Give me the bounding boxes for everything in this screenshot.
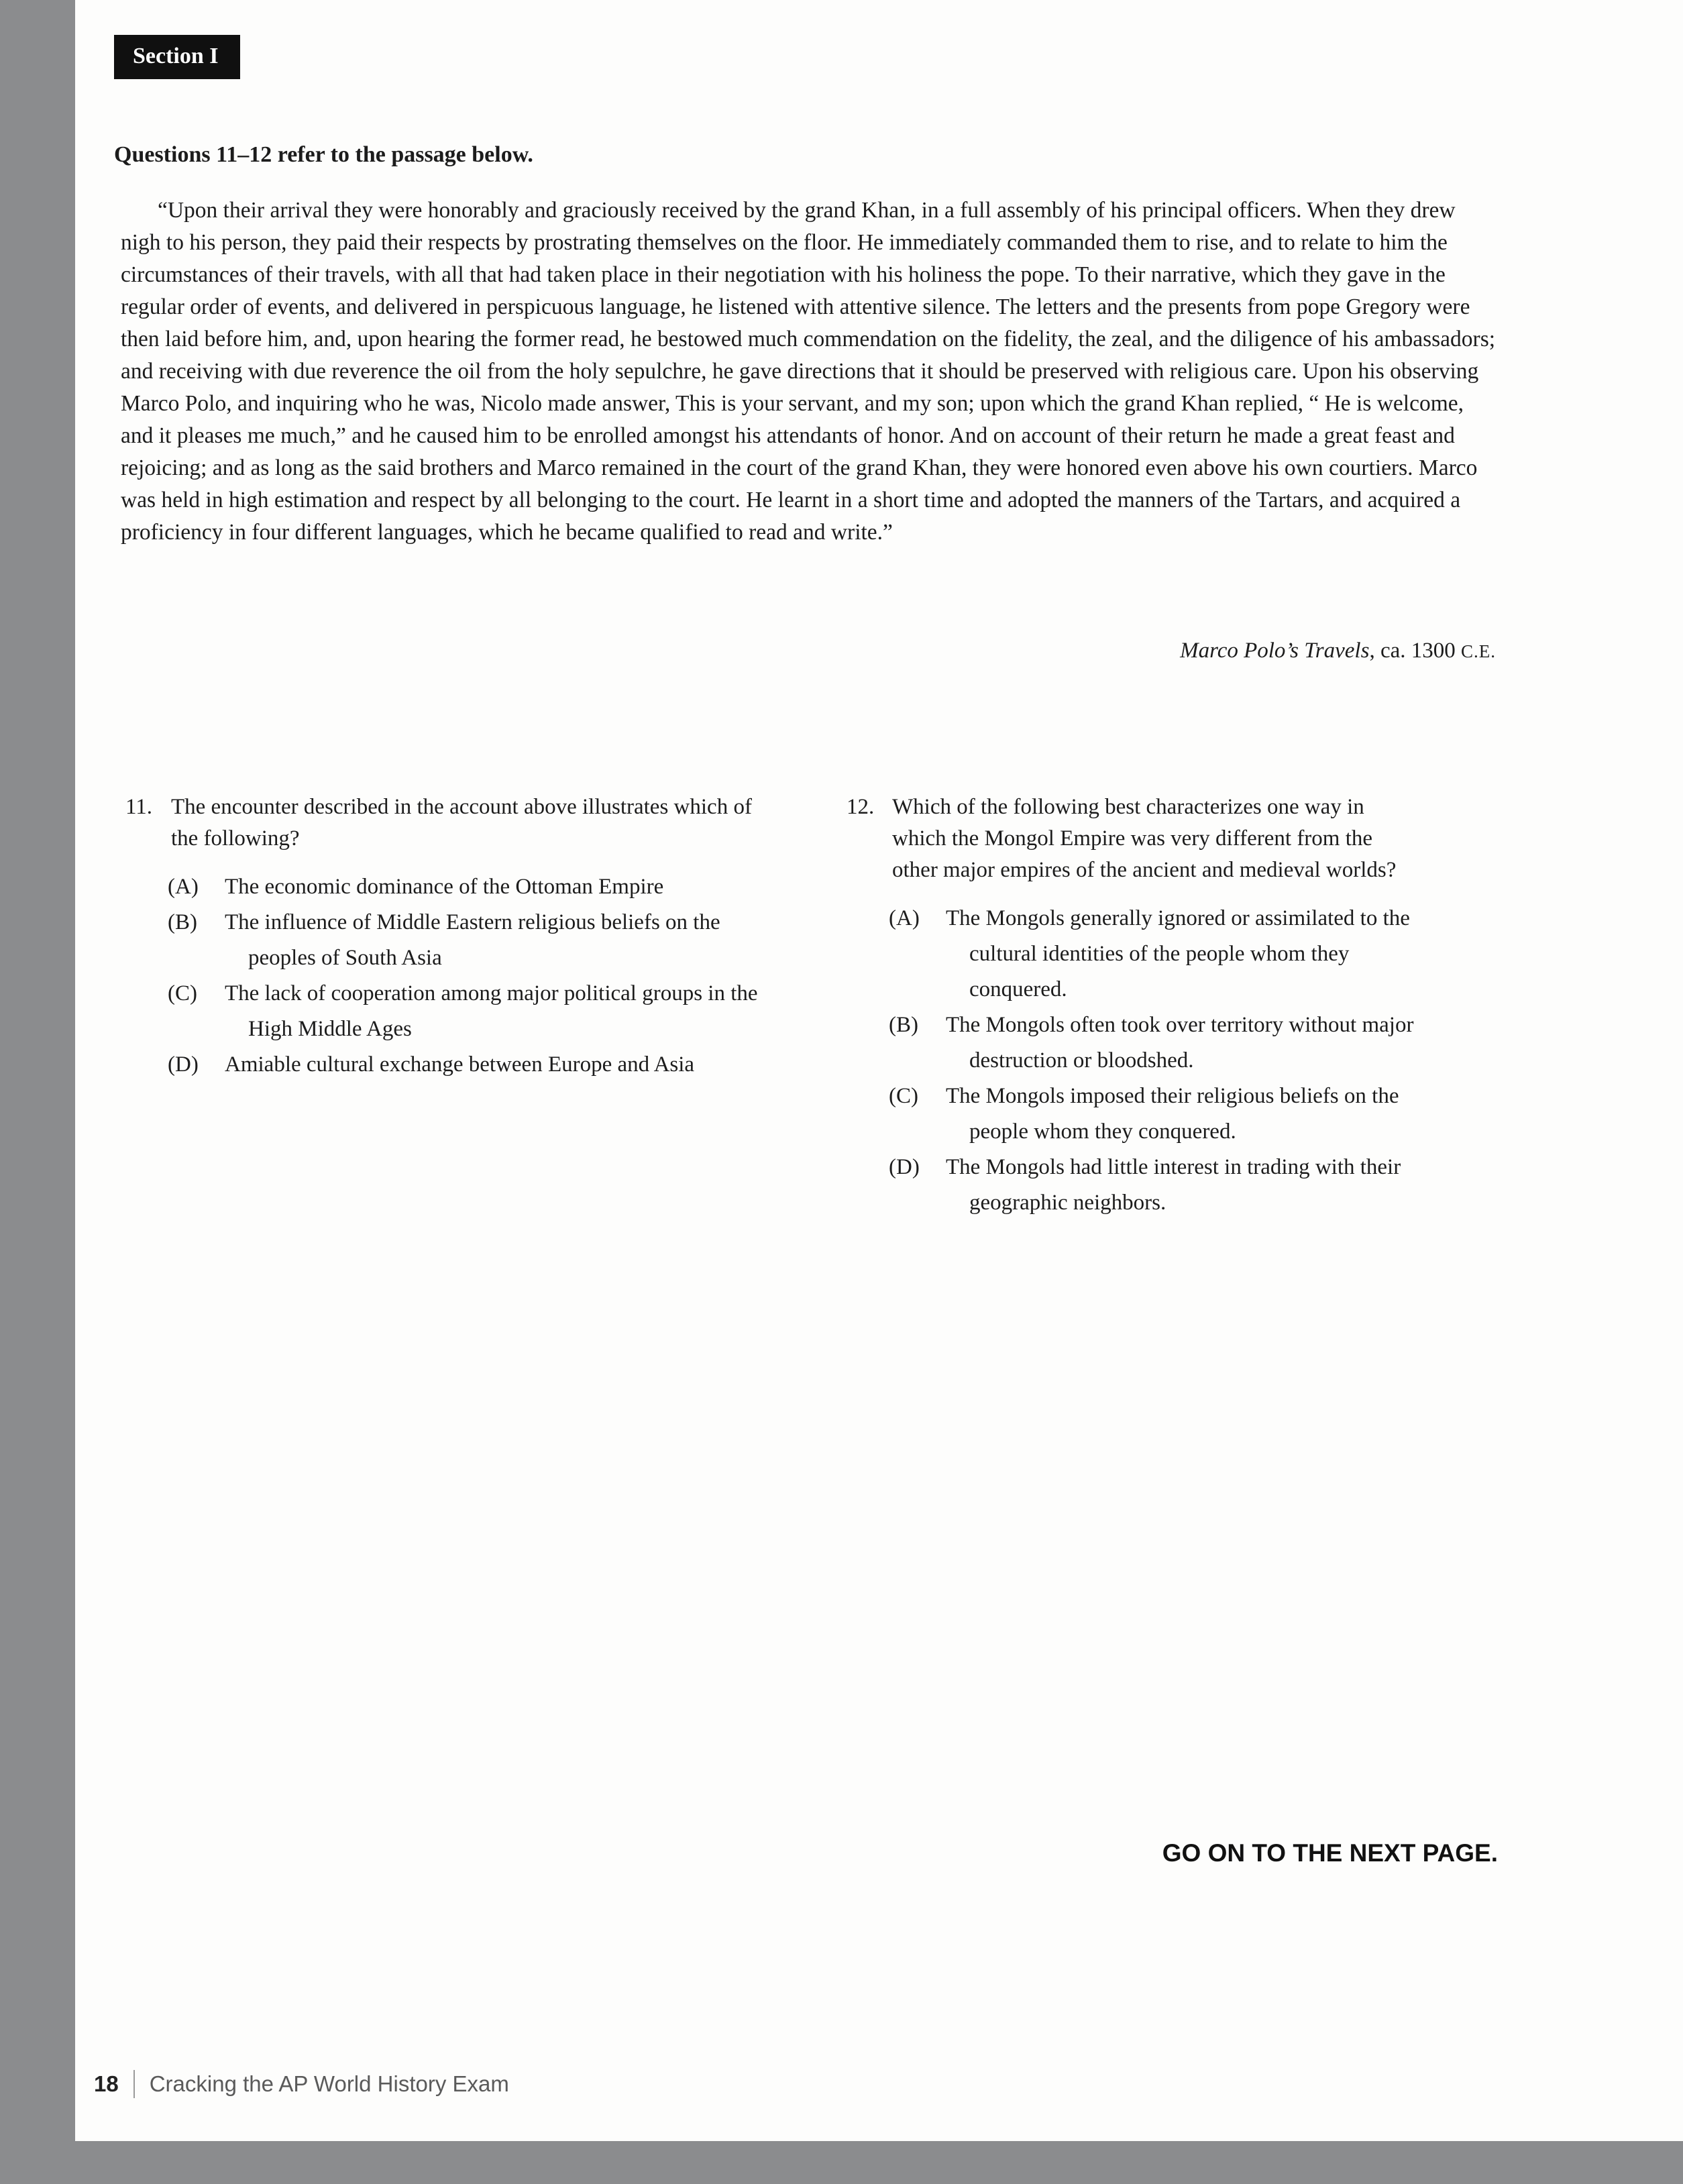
source-era: C.E.: [1460, 641, 1496, 661]
answer-choice: [125, 869, 759, 905]
choice-text: Amiable cultural exchange between Europe and Asia: [225, 1052, 695, 1077]
answer-choice: [125, 976, 759, 1047]
page: [75, 0, 1683, 2141]
answer-choice: [847, 901, 1420, 1007]
choice-label: (B): [889, 1013, 918, 1037]
questions-directive: Questions 11–12 refer to the passage below.: [114, 142, 533, 167]
choice-label: (D): [168, 1052, 199, 1077]
footer-divider: [133, 2070, 135, 2098]
question-stem-row: [125, 791, 759, 855]
choice-text: The economic dominance of the Ottoman Empire: [225, 875, 664, 899]
answer-choices: [125, 869, 759, 1083]
choice-text: The Mongols often took over territory without major destruction or bloodshed.: [946, 1013, 1414, 1073]
page-footer: [94, 2070, 509, 2098]
choice-label: (A): [168, 875, 199, 899]
question-11: [125, 791, 759, 1083]
section-label: Section I: [114, 35, 240, 79]
question-number: 12.: [847, 795, 875, 819]
choice-label: (C): [168, 981, 197, 1005]
choice-text: The lack of cooperation among major political groups in the High Middle Ages: [225, 981, 758, 1041]
question-number: 11.: [125, 795, 153, 819]
answer-choice: [847, 1150, 1420, 1221]
source-title: Marco Polo’s Travels: [1180, 639, 1370, 663]
answer-choice: [125, 905, 759, 976]
choice-text: The Mongols had little interest in trading with their geographic neighbors.: [946, 1155, 1401, 1215]
choice-label: (C): [889, 1084, 918, 1108]
answer-choices: [847, 901, 1420, 1221]
answer-choice: [125, 1047, 759, 1083]
choice-label: (D): [889, 1155, 920, 1179]
choice-text: The influence of Middle Eastern religious beliefs on the peoples of South Asia: [225, 910, 720, 970]
source-attribution: [121, 639, 1496, 663]
choice-text: The Mongols imposed their religious beliefs on the people whom they conquered.: [946, 1084, 1399, 1144]
go-on-text: GO ON TO THE NEXT PAGE.: [1162, 1839, 1498, 1867]
answer-choice: [847, 1007, 1420, 1079]
question-stem: The encounter described in the account above illustrates which of the following?: [171, 795, 752, 851]
book-title: Cracking the AP World History Exam: [149, 2071, 509, 2096]
passage-text: “Upon their arrival they were honorably and graciously received by the grand Khan, in a full assembly of his principal officers. When they drew nigh to his person, they paid their respects by prostrating themselves on the floor. He immediately commanded them to rise, and to relate to him the circumstances of their travels, with all that had taken place in their negotiation with his holiness the pope. To their narrative, which they gave in the regular order of events, and delivered in perspicuous language, he listened with attentive silence. The letters and the presents from pope Gregory were then laid before him, and, upon hearing the former read, he bestowed much commendation on the fidelity, the zeal, and the diligence of his ambassadors; and receiving with due reverence the oil from the holy sepulchre, he gave directions that it should be preserved with religious care. Upon his observing Marco Polo, and inquiring who he was, Nicolo made answer, This is your servant, and my son; upon which the grand Khan replied, “ He is welcome, and it pleases me much,” and he caused him to be enrolled amongst his attendants of honor. And on account of their return he made a great feast and rejoicing; and as long as the said brothers and Marco remained in the court of the grand Khan, they were honored even above his own courtiers. Marco was held in high estimation and respect by all belonging to the court. He learnt in a short time and adopted the manners of the Tartars, and acquired a proficiency in four different languages, which he became qualified to read and write.”: [121, 198, 1496, 545]
answer-choice: [847, 1079, 1420, 1150]
choice-label: (A): [889, 906, 920, 930]
source-date: , ca. 1300: [1369, 639, 1461, 663]
question-stem: Which of the following best characterizes one way in which the Mongol Empire was very different from the other major empires of the ancient and medieval worlds?: [892, 795, 1397, 882]
question-12: [847, 791, 1420, 1221]
choice-label: (B): [168, 910, 197, 934]
page-number: 18: [94, 2071, 119, 2096]
question-stem-row: [847, 791, 1420, 886]
choice-text: The Mongols generally ignored or assimilated to the cultural identities of the people whom they conquered.: [946, 906, 1410, 1001]
